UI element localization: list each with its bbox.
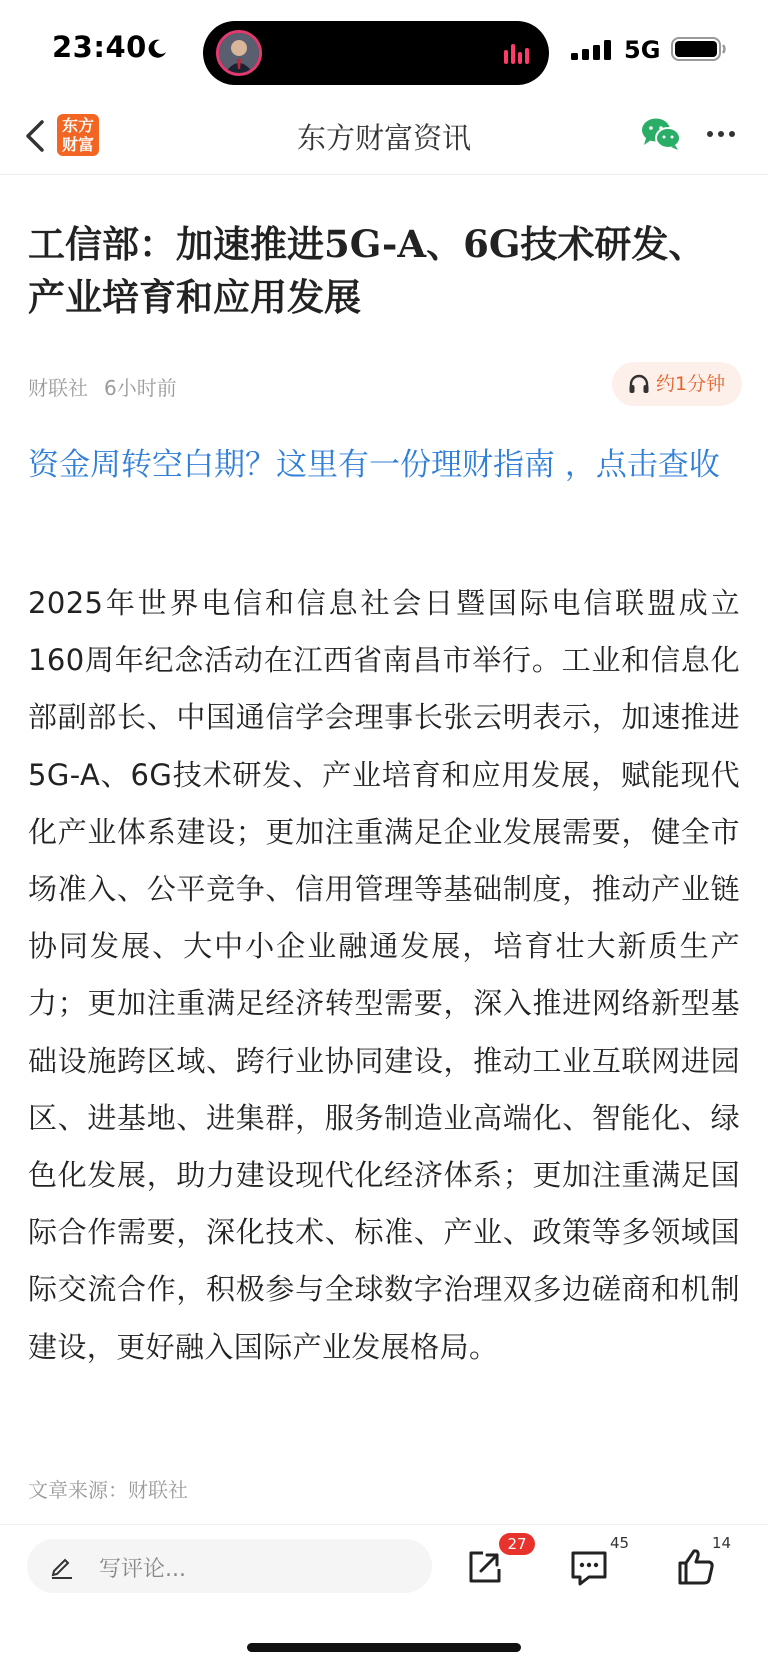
article-source: 文章来源：财联社 — [28, 1478, 188, 1502]
moon-icon — [146, 38, 168, 60]
comment-placeholder: 写评论... — [99, 1557, 186, 1582]
listen-duration: 约1分钟 — [656, 373, 726, 395]
network-type: 5G — [624, 36, 661, 64]
more-options-icon[interactable] — [706, 130, 736, 138]
article-body: 2025年世界电信和信息社会日暨国际电信联盟成立160周年纪念活动在江西省南昌市举行。工业和信息化部副部长、中国通信学会理事长张云明表示，加速推进5G-A、6G技术研发、产业培育和应用发展，赋能现代化产业体系建设；更加注重满足企业发展需要，健全市场准入、公平竞争、信用管理等基础制度，推动产业链协同发展、大中小企业融通发展，培育壮大新质生产力；更加注重满足经济转型需要，深入推进网络新型基础设施跨区域、跨行业协同建设，推动工业互联网进园区、进基地、进集群，服务制造业高端化、智能化、绿色化发展，助力建设现代化经济体系；更加注重满足国际合作需要，深化技术、标准、产业、政策等多领域国际交流合作，积极参与全球数字治理双多边磋商和机制建设，更好融入国际产业发展格局。 — [28, 586, 740, 1364]
promo-link[interactable]: 资金周转空白期？这里有一份理财指南 ，点击查收 — [28, 447, 720, 483]
comment-icon[interactable] — [567, 1545, 611, 1589]
status-time: 23:40 — [52, 30, 147, 64]
share-count-badge: 27 — [499, 1533, 535, 1555]
source-name: 财联社 — [28, 376, 88, 400]
home-indicator[interactable] — [247, 1643, 521, 1652]
wechat-share-icon[interactable] — [640, 116, 682, 152]
pencil-icon — [49, 1553, 75, 1579]
article-meta — [28, 372, 177, 401]
listen-button[interactable] — [612, 362, 742, 406]
avatar — [216, 30, 262, 76]
logo-line-2: 财富 — [61, 135, 94, 154]
comment-input[interactable] — [27, 1539, 432, 1593]
comment-count: 45 — [610, 1534, 630, 1552]
like-count: 14 — [712, 1534, 732, 1552]
status-bar — [0, 0, 768, 100]
battery-icon — [671, 36, 727, 62]
audio-bars-icon — [503, 42, 529, 66]
page-title: 东方财富资讯 — [296, 121, 471, 155]
publish-time: 6小时前 — [104, 376, 177, 400]
logo-line-1: 东方 — [61, 116, 94, 135]
signal-icon — [571, 40, 615, 60]
headphones-icon — [628, 373, 650, 395]
article-headline: 工信部：加速推进5G-A、6G技术研发、产业培育和应用发展 — [28, 222, 706, 319]
dynamic-island[interactable] — [203, 21, 549, 85]
share-icon[interactable] — [463, 1545, 507, 1589]
nav-bar — [0, 100, 768, 175]
